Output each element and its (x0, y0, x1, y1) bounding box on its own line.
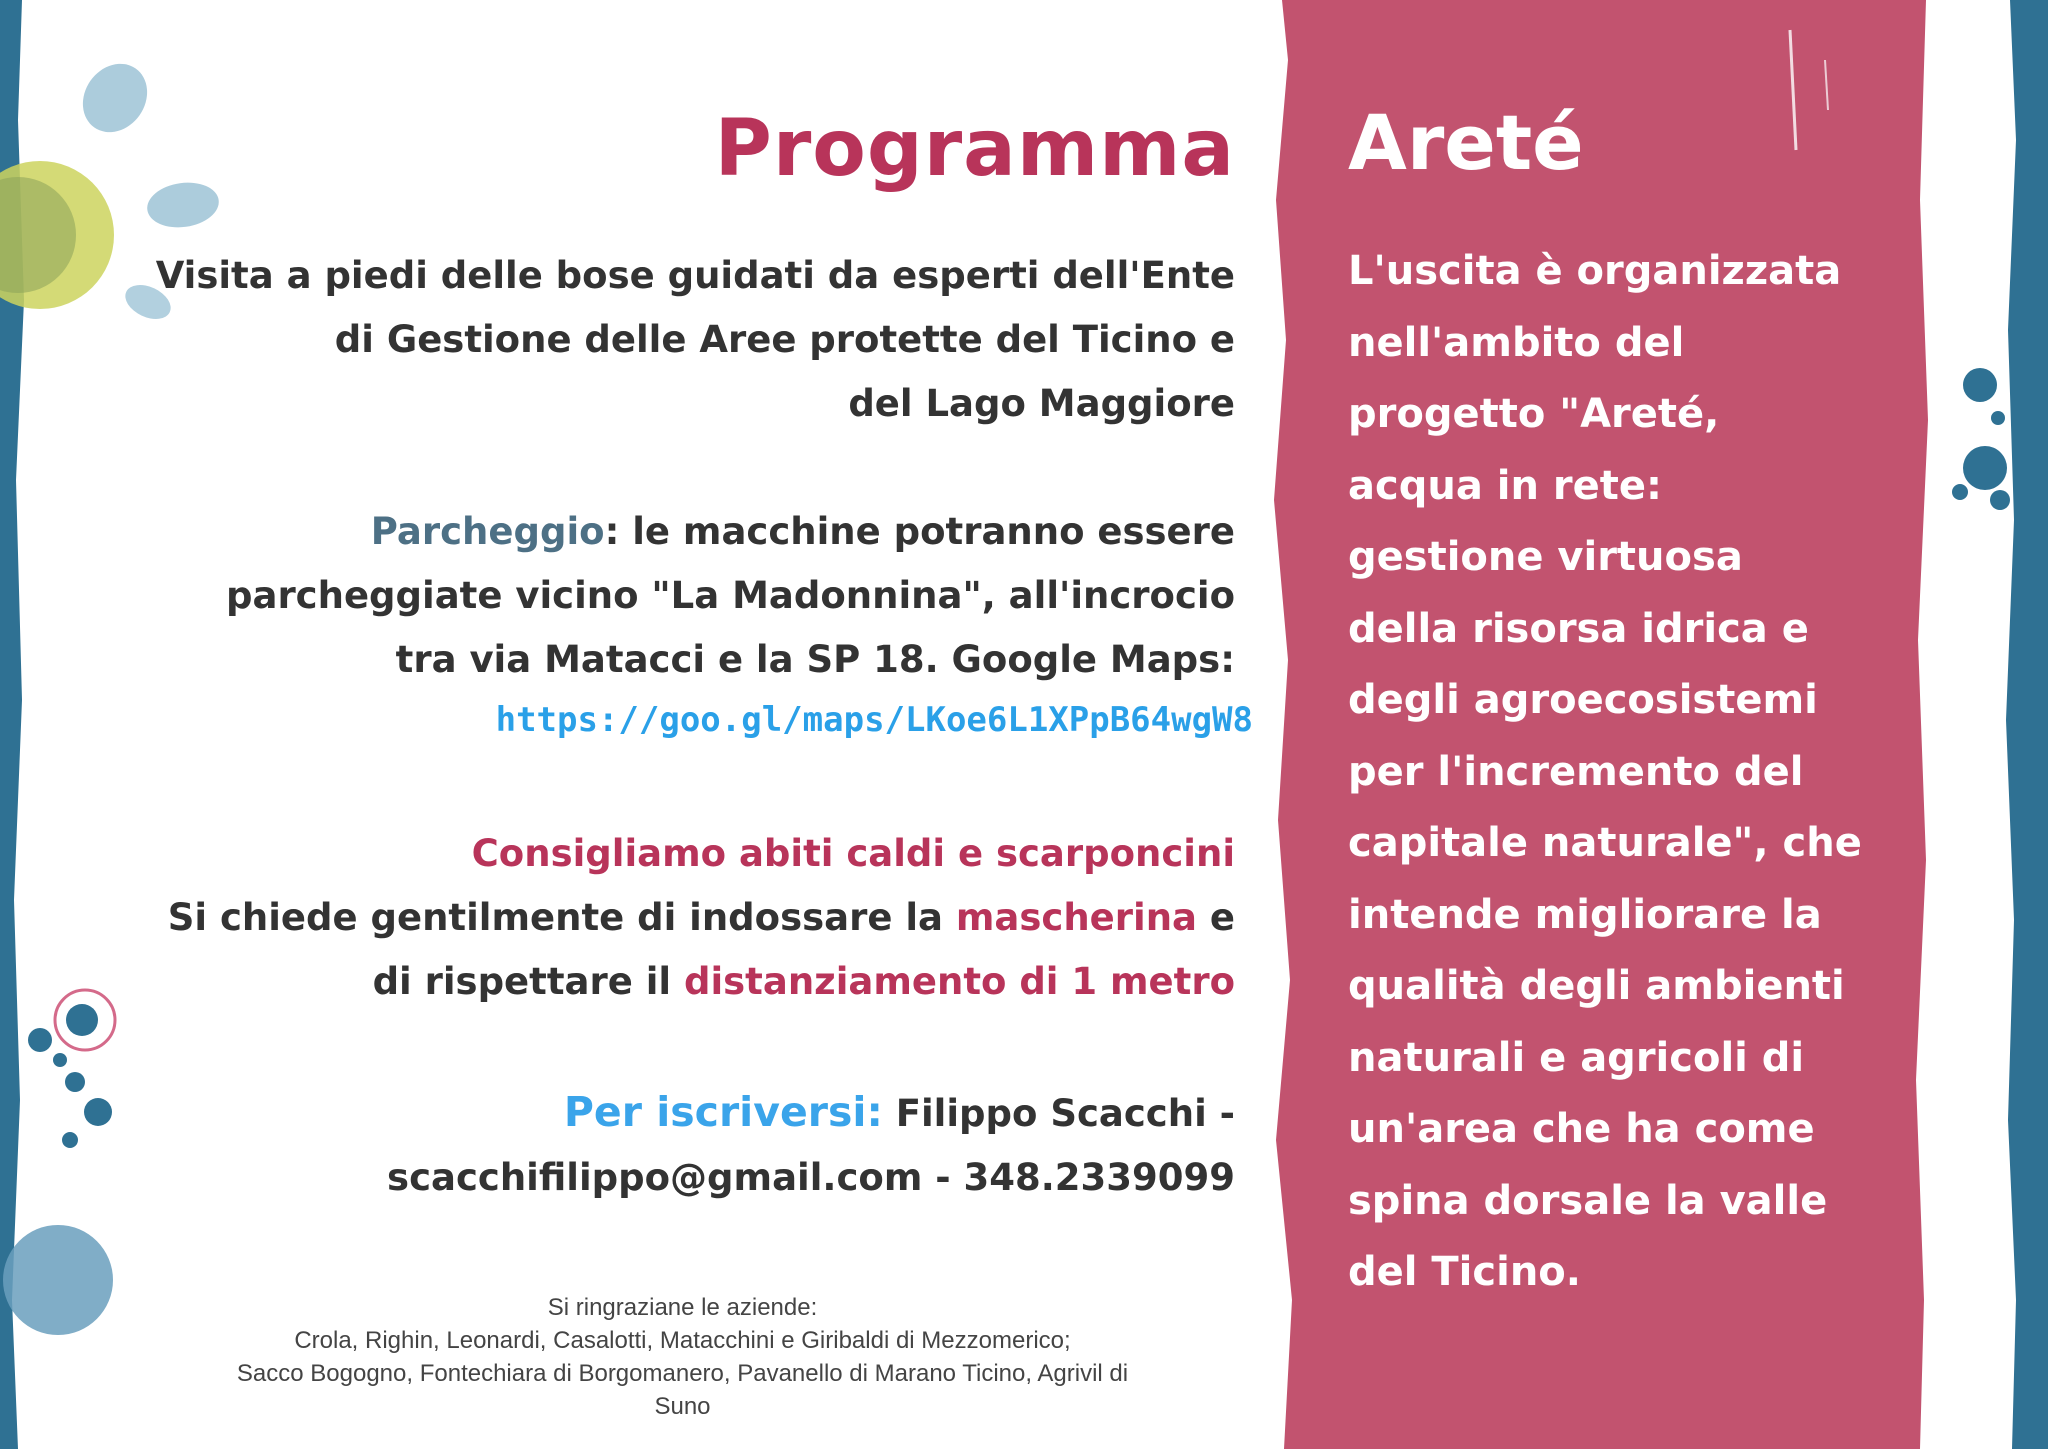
visit-line-3: del Lago Maggiore (848, 382, 1235, 425)
parking-label: Parcheggio (370, 510, 605, 553)
mask-text-pre: Si chiede gentilmente di indossare la (167, 896, 956, 939)
credits-line-2: Crola, Righin, Leonardi, Casalotti, Matacchini e Giribaldi di Mezzomerico; (294, 1327, 1071, 1354)
arete-line-3: progetto "Areté, (1348, 391, 1720, 437)
arete-line-1: L'uscita è organizzata (1348, 248, 1842, 294)
splatter-right-3 (1963, 446, 2007, 490)
right-paint-border (2004, 0, 2048, 1449)
subscribe-name: Filippo Scacchi - (882, 1092, 1235, 1135)
arete-line-9: capitale naturale", che (1348, 820, 1862, 866)
blob-big-blue (3, 1225, 113, 1335)
parking-line-1: : le macchine potranno essere (604, 510, 1235, 553)
credits-line-1: Si ringraziane le aziende: (547, 1294, 818, 1321)
visit-line-1: Visita a piedi delle bose guidati da esperti dell'Ente (155, 254, 1235, 297)
clothing-advice: Consigliamo abiti caldi e scarponcini (471, 832, 1235, 875)
splatter-dot-3 (65, 1072, 85, 1092)
blob-blue-2 (144, 178, 221, 232)
splatter-dot-2 (53, 1053, 67, 1067)
splatter-right-2 (1991, 411, 2005, 425)
arete-line-14: spina dorsale la valle (1348, 1177, 1828, 1224)
arete-line-8: per l'incremento del (1348, 748, 1804, 795)
mask-keyword: mascherina (955, 896, 1198, 939)
credits-line-4: Suno (654, 1393, 711, 1420)
distance-keyword: distanziamento di 1 metro (683, 960, 1235, 1003)
arete-description (1348, 236, 1908, 1309)
splatter-dot-1 (66, 1004, 98, 1036)
subscribe-label: Per iscriversi: (563, 1088, 883, 1136)
distance-text-pre: di rispettare il (372, 960, 684, 1003)
arete-line-6: della risorsa idrica e (1348, 605, 1809, 652)
program-title: Programma (714, 104, 1235, 194)
splatter-dot-6 (28, 1028, 52, 1052)
arete-line-11: qualità degli ambienti (1348, 963, 1845, 1009)
visit-line-2: di Gestione delle Aree protette del Ticino e (334, 318, 1235, 361)
splatter-dot-5 (62, 1132, 78, 1148)
mask-text-post: e (1197, 896, 1235, 939)
subscription-block (387, 1080, 1235, 1210)
arete-line-10: intende migliorare la (1348, 891, 1822, 938)
advice-block (168, 822, 1235, 1014)
splatter-right-4 (1952, 484, 1968, 500)
parking-line-2: parcheggiate vicino "La Madonnina", all'incrocio (225, 574, 1235, 617)
blob-blue-1 (70, 51, 160, 144)
credits-line-3: Sacco Bogogno, Fontechiara di Borgomanero, Pavanello di Marano Ticino, Agrivil di (236, 1360, 1129, 1387)
arete-line-5: gestione virtuosa (1348, 534, 1743, 580)
arete-line-15: del Ticino. (1348, 1249, 1581, 1295)
splatter-right-1 (1963, 368, 1997, 402)
sponsors-credits (200, 1291, 1165, 1423)
arete-line-2: nell'ambito del (1348, 319, 1685, 366)
parking-line-3: tra via Matacci e la SP 18. Google Maps: (395, 638, 1235, 681)
visit-description (156, 244, 1235, 436)
parking-info (226, 500, 1235, 692)
subscribe-contact[interactable]: scacchifilippo@gmail.com - 348.2339099 (387, 1156, 1235, 1199)
arete-line-4: acqua in rete: (1348, 462, 1662, 509)
arete-line-7: degli agroecosistemi (1348, 677, 1818, 723)
google-maps-link[interactable]: https://goo.gl/maps/LKoe6L1XPpB64wgW8 (495, 700, 1253, 740)
arete-title: Areté (1348, 98, 1584, 187)
splatter-dot-4 (84, 1098, 112, 1126)
arete-line-12: naturali e agricoli di (1348, 1034, 1805, 1081)
arete-line-13: un'area che ha come (1348, 1106, 1815, 1152)
